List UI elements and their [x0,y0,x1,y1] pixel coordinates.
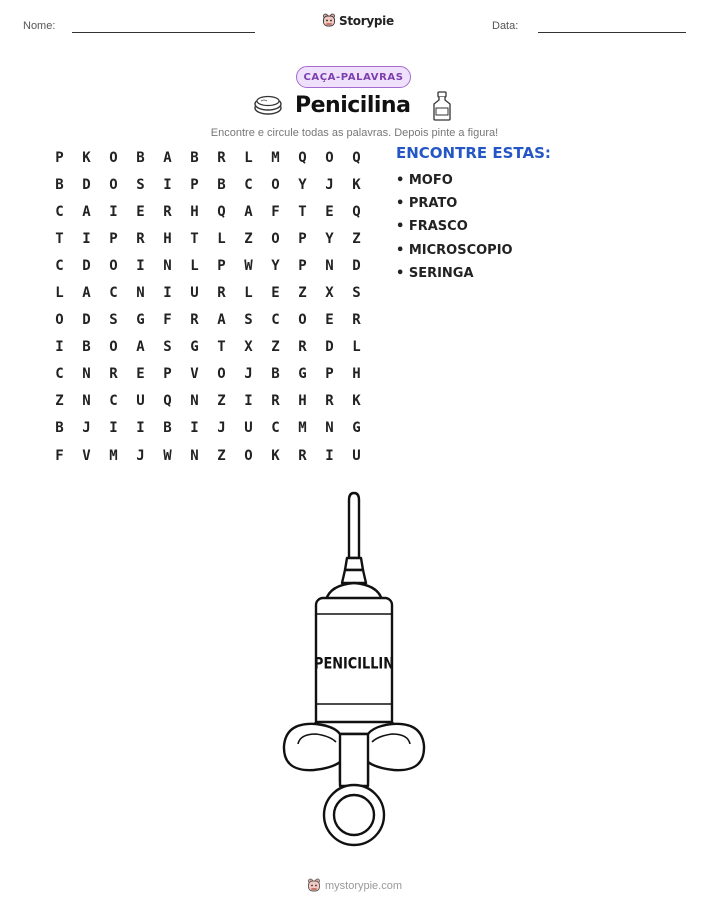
grid-cell[interactable]: P [109,230,118,247]
grid-cell[interactable]: N [190,447,199,464]
grid-cell[interactable]: S [136,176,145,193]
grid-cell[interactable]: R [163,203,172,220]
word-item: • SERINGA [396,265,474,281]
grid-cell[interactable]: I [109,420,118,437]
grid-cell[interactable]: A [136,339,145,356]
grid-cell[interactable]: S [352,285,361,302]
grid-cell[interactable]: I [190,420,199,437]
date-label: Data: [492,20,519,32]
grid-cell[interactable]: Y [298,176,307,193]
grid-cell[interactable]: E [325,312,334,329]
grid-cell[interactable]: B [217,176,226,193]
grid-cell[interactable]: R [271,393,280,410]
petri-dish-icon [252,92,284,118]
word-item: • PRATO [396,196,458,212]
grid-cell[interactable]: Z [217,447,226,464]
grid-cell[interactable]: M [271,149,280,166]
page-title: Penicilina [295,93,411,118]
grid-cell[interactable]: R [325,393,334,410]
vial-icon [431,90,453,122]
grid-cell[interactable]: P [55,149,64,166]
grid-cell[interactable]: A [82,203,91,220]
grid-cell[interactable]: I [109,203,118,220]
grid-cell[interactable]: D [82,312,91,329]
grid-cell[interactable]: Z [271,339,280,356]
word-item: • MOFO [396,173,453,188]
grid-cell[interactable]: N [82,393,91,410]
grid-cell[interactable]: B [190,149,199,166]
grid-cell[interactable]: L [55,285,64,302]
instructions-subtitle: Encontre e circule todas as palavras. Depois pinte a figura! [210,127,499,139]
grid-cell[interactable]: B [163,420,172,437]
grid-cell[interactable]: O [109,149,118,166]
grid-cell[interactable]: O [244,447,253,464]
grid-cell[interactable]: Z [244,230,253,247]
grid-cell[interactable]: H [163,230,172,247]
grid-cell[interactable]: V [190,366,199,383]
grid-cell[interactable]: Z [217,393,226,410]
storypie-mascot-icon [322,13,336,29]
word-list [396,171,513,287]
grid-cell[interactable]: O [109,339,118,356]
grid-cell[interactable]: M [298,420,307,437]
syringe-label: PENICILLIN [314,655,394,674]
grid-cell[interactable]: K [352,393,361,410]
grid-cell[interactable]: D [352,257,361,274]
grid-cell[interactable]: O [217,366,226,383]
category-badge: CAÇA-PALAVRAS [296,66,411,88]
grid-cell[interactable]: G [136,312,145,329]
word-item: • FRASCO [396,219,468,235]
brand-name: Storypie [339,14,394,28]
grid-cell[interactable]: G [352,420,361,437]
grid-cell[interactable]: O [271,176,280,193]
grid-cell[interactable]: C [271,312,280,329]
grid-cell[interactable]: C [55,366,64,383]
grid-cell[interactable]: J [82,420,91,437]
grid-cell[interactable]: O [109,176,118,193]
grid-cell[interactable]: U [352,447,361,464]
grid-cell[interactable]: F [271,203,280,220]
grid-cell[interactable]: Z [298,285,307,302]
grid-cell[interactable]: R [136,230,145,247]
date-field-line[interactable] [538,32,686,33]
grid-cell[interactable]: P [163,366,172,383]
grid-cell[interactable]: A [163,149,172,166]
syringe-illustration [270,490,440,860]
grid-cell[interactable]: Z [55,393,64,410]
grid-cell[interactable]: U [244,420,253,437]
grid-cell[interactable]: V [82,447,91,464]
grid-cell[interactable]: E [325,203,334,220]
grid-cell[interactable]: N [325,257,334,274]
grid-cell[interactable]: N [190,393,199,410]
grid-cell[interactable]: A [217,312,226,329]
grid-cell[interactable]: W [163,447,172,464]
grid-cell[interactable]: A [82,285,91,302]
grid-cell[interactable]: P [190,176,199,193]
grid-cell[interactable]: C [109,393,118,410]
grid-cell[interactable]: O [109,257,118,274]
grid-cell[interactable]: T [298,203,307,220]
grid-cell[interactable]: R [190,312,199,329]
grid-cell[interactable]: A [244,203,253,220]
grid-cell[interactable]: O [271,230,280,247]
storypie-mascot-icon [307,878,321,894]
grid-cell[interactable]: L [244,149,253,166]
grid-cell[interactable]: L [244,285,253,302]
grid-cell[interactable]: O [55,312,64,329]
grid-cell[interactable]: F [163,312,172,329]
grid-cell[interactable]: C [55,203,64,220]
grid-cell[interactable]: I [163,285,172,302]
grid-cell[interactable]: N [325,420,334,437]
grid-cell[interactable]: S [244,312,253,329]
grid-cell[interactable]: L [190,257,199,274]
grid-cell[interactable]: J [325,176,334,193]
grid-cell[interactable]: B [55,420,64,437]
grid-cell[interactable]: S [163,339,172,356]
grid-cell[interactable]: C [109,285,118,302]
grid-cell[interactable]: I [244,393,253,410]
grid-cell[interactable]: F [55,447,64,464]
grid-cell[interactable]: R [217,285,226,302]
grid-cell[interactable]: B [82,339,91,356]
grid-cell[interactable]: J [217,420,226,437]
letter-grid[interactable] [46,144,370,469]
grid-cell[interactable]: J [136,447,145,464]
grid-cell[interactable]: T [190,230,199,247]
grid-cell[interactable]: N [136,285,145,302]
grid-cell[interactable]: L [217,230,226,247]
grid-cell[interactable]: Q [217,203,226,220]
grid-cell[interactable]: K [271,447,280,464]
grid-cell[interactable]: R [217,149,226,166]
grid-cell[interactable]: U [136,393,145,410]
grid-cell[interactable]: E [271,285,280,302]
grid-cell[interactable]: E [136,203,145,220]
word-item: • MICROSCOPIO [396,242,513,258]
grid-cell[interactable]: O [325,149,334,166]
grid-cell[interactable]: D [82,176,91,193]
grid-cell[interactable]: B [55,176,64,193]
grid-cell[interactable]: G [298,366,307,383]
grid-cell[interactable]: H [298,393,307,410]
brand-logo [322,13,394,29]
grid-cell[interactable]: U [190,285,199,302]
grid-cell[interactable]: K [82,149,91,166]
grid-cell[interactable]: G [190,339,199,356]
grid-cell[interactable]: N [163,257,172,274]
grid-cell[interactable]: R [298,339,307,356]
grid-cell[interactable]: T [217,339,226,356]
grid-cell[interactable]: P [325,366,334,383]
grid-cell[interactable]: I [325,447,334,464]
grid-cell[interactable]: X [244,339,253,356]
grid-cell[interactable]: I [163,176,172,193]
grid-cell[interactable]: P [298,230,307,247]
grid-cell[interactable]: W [244,257,253,274]
grid-cell[interactable]: D [82,257,91,274]
grid-cell[interactable]: H [352,366,361,383]
grid-cell[interactable]: Y [271,257,280,274]
grid-cell[interactable]: Z [352,230,361,247]
grid-cell[interactable]: S [109,312,118,329]
name-field-line[interactable] [72,32,255,33]
grid-cell[interactable]: O [298,312,307,329]
grid-cell[interactable]: I [136,420,145,437]
footer-url[interactable]: mystorypie.com [325,880,403,892]
grid-cell[interactable]: R [109,366,118,383]
grid-cell[interactable]: R [298,447,307,464]
name-label: Nome: [23,20,56,32]
grid-cell[interactable]: H [190,203,199,220]
grid-cell[interactable]: B [136,149,145,166]
grid-cell[interactable]: C [271,420,280,437]
grid-cell[interactable]: I [82,230,91,247]
grid-cell[interactable]: P [298,257,307,274]
grid-cell[interactable]: C [244,176,253,193]
grid-cell[interactable]: C [55,257,64,274]
grid-cell[interactable]: D [325,339,334,356]
grid-cell[interactable]: P [217,257,226,274]
grid-cell[interactable]: K [352,176,361,193]
grid-cell[interactable]: E [136,366,145,383]
grid-cell[interactable]: L [352,339,361,356]
footer [307,878,402,894]
grid-cell[interactable]: I [136,257,145,274]
grid-cell[interactable]: Q [298,149,307,166]
grid-cell[interactable]: Q [352,203,361,220]
grid-cell[interactable]: Q [163,393,172,410]
grid-cell[interactable]: B [271,366,280,383]
grid-cell[interactable]: Q [352,149,361,166]
grid-cell[interactable]: R [352,312,361,329]
word-list-heading: ENCONTRE ESTAS: [396,144,551,162]
grid-cell[interactable]: Y [325,230,334,247]
grid-cell[interactable]: T [55,230,64,247]
grid-cell[interactable]: J [244,366,253,383]
grid-cell[interactable]: M [109,447,118,464]
grid-cell[interactable]: X [325,285,334,302]
grid-cell[interactable]: I [55,339,64,356]
grid-cell[interactable]: N [82,366,91,383]
